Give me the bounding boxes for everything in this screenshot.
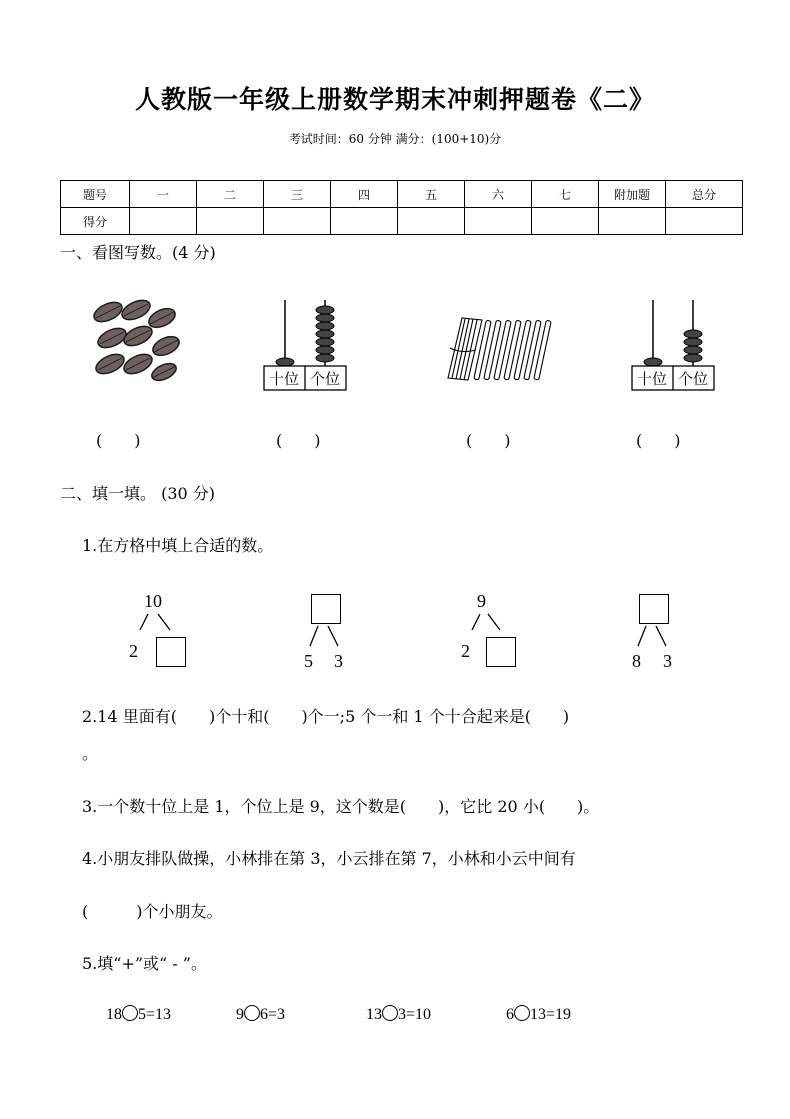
question-2-end: 。	[82, 744, 99, 763]
tree3-answer-box[interactable]	[486, 637, 516, 667]
question-5: 5.填“+”或“ - ”。	[82, 954, 207, 973]
tree1-left-number: 2	[129, 641, 138, 661]
abacus-tens-label: 十位	[268, 370, 300, 388]
operator-circle[interactable]	[244, 1005, 260, 1021]
tree4-right-number: 3	[663, 651, 672, 671]
equation-operand: 9	[236, 1006, 244, 1023]
sticks-picture	[442, 308, 557, 384]
equation-rest: 6=3	[260, 1006, 286, 1023]
page-title: 人教版一年级上册数学期末冲刺押题卷《二》	[134, 85, 655, 114]
score-header-cell: 总分	[666, 181, 743, 208]
equation-operand: 18	[106, 1006, 122, 1023]
leaves-picture	[86, 288, 186, 388]
section1-heading: 一、看图写数。(4 分)	[60, 243, 216, 262]
score-header-cell: 附加题	[599, 181, 666, 208]
tree2-branches	[298, 624, 358, 648]
tree3-top-number: 9	[477, 591, 486, 611]
score-table-header-row	[61, 181, 743, 208]
question-1: 1.在方格中填上合适的数。	[82, 536, 274, 555]
score-row-label: 得分	[61, 208, 130, 235]
score-header-cell: 四	[331, 181, 398, 208]
tree1-branches	[130, 612, 190, 632]
tree4-branches	[626, 624, 686, 648]
tree1-top-number: 10	[144, 591, 162, 611]
question-4-end: ( )个小朋友。	[82, 902, 223, 921]
score-cell[interactable]	[666, 208, 743, 235]
score-header-cell: 一	[130, 181, 197, 208]
score-cell[interactable]	[331, 208, 398, 235]
tree2-left-number: 5	[304, 651, 313, 671]
question-4: 4.小朋友排队做操，小林排在第 3，小云排在第 7，小林和小云中间有	[82, 849, 576, 868]
abacus-tens-label: 十位	[636, 370, 668, 388]
equation-rest: 5=13	[138, 1006, 172, 1023]
operator-circle[interactable]	[514, 1005, 530, 1021]
section2-heading: 二、填一填。 (30 分)	[60, 484, 216, 503]
equation-rest: 13=19	[530, 1006, 572, 1023]
score-cell[interactable]	[398, 208, 465, 235]
tree2-right-number: 3	[334, 651, 343, 671]
tree3-branches	[460, 612, 520, 632]
question-3: 3.一个数十位上是 1，个位上是 9，这个数是( )，它比 20 小( )。	[82, 797, 600, 816]
score-header-cell: 二	[197, 181, 264, 208]
tree4-left-number: 8	[632, 651, 641, 671]
answer-blank-1[interactable]: ( )	[96, 431, 141, 450]
tree4-answer-box[interactable]	[639, 594, 669, 624]
equation-operand: 6	[506, 1006, 514, 1023]
score-header-cell: 五	[398, 181, 465, 208]
score-cell[interactable]	[130, 208, 197, 235]
answer-blank-4[interactable]: ( )	[636, 431, 681, 450]
equation-rest: 3=10	[398, 1006, 432, 1023]
abacus-picture-2	[630, 296, 716, 392]
exam-info: 考试时间：60 分钟 满分：(100+10)分	[288, 132, 502, 146]
equation-operand: 13	[366, 1006, 382, 1023]
equation-1	[106, 1005, 171, 1024]
tree2-answer-box[interactable]	[311, 594, 341, 624]
bead-icon	[644, 358, 662, 366]
equation-3	[366, 1005, 431, 1024]
score-header-cell: 六	[465, 181, 532, 208]
answer-blank-2[interactable]: ( )	[276, 431, 321, 450]
abacus-ones-label: 个位	[677, 370, 709, 388]
abacus-ones-label: 个位	[309, 370, 341, 388]
question-2: 2.14 里面有( )个十和( )个一;5 个一和 1 个十合起来是( )	[82, 707, 570, 726]
score-cell[interactable]	[197, 208, 264, 235]
score-cell[interactable]	[532, 208, 599, 235]
score-header-cell: 七	[532, 181, 599, 208]
tree1-answer-box[interactable]	[156, 637, 186, 667]
score-header-cell: 三	[264, 181, 331, 208]
score-cell[interactable]	[465, 208, 532, 235]
bead-icon	[276, 358, 294, 366]
equation-2	[236, 1005, 285, 1024]
operator-circle[interactable]	[122, 1005, 138, 1021]
score-table	[60, 180, 743, 235]
score-cell[interactable]	[264, 208, 331, 235]
score-cell[interactable]	[599, 208, 666, 235]
equation-4	[506, 1005, 571, 1024]
score-header-cell: 题号	[61, 181, 130, 208]
score-table-score-row	[61, 208, 743, 235]
answer-blank-3[interactable]: ( )	[466, 431, 511, 450]
tree3-left-number: 2	[461, 641, 470, 661]
abacus-picture-1	[262, 296, 348, 392]
operator-circle[interactable]	[382, 1005, 398, 1021]
